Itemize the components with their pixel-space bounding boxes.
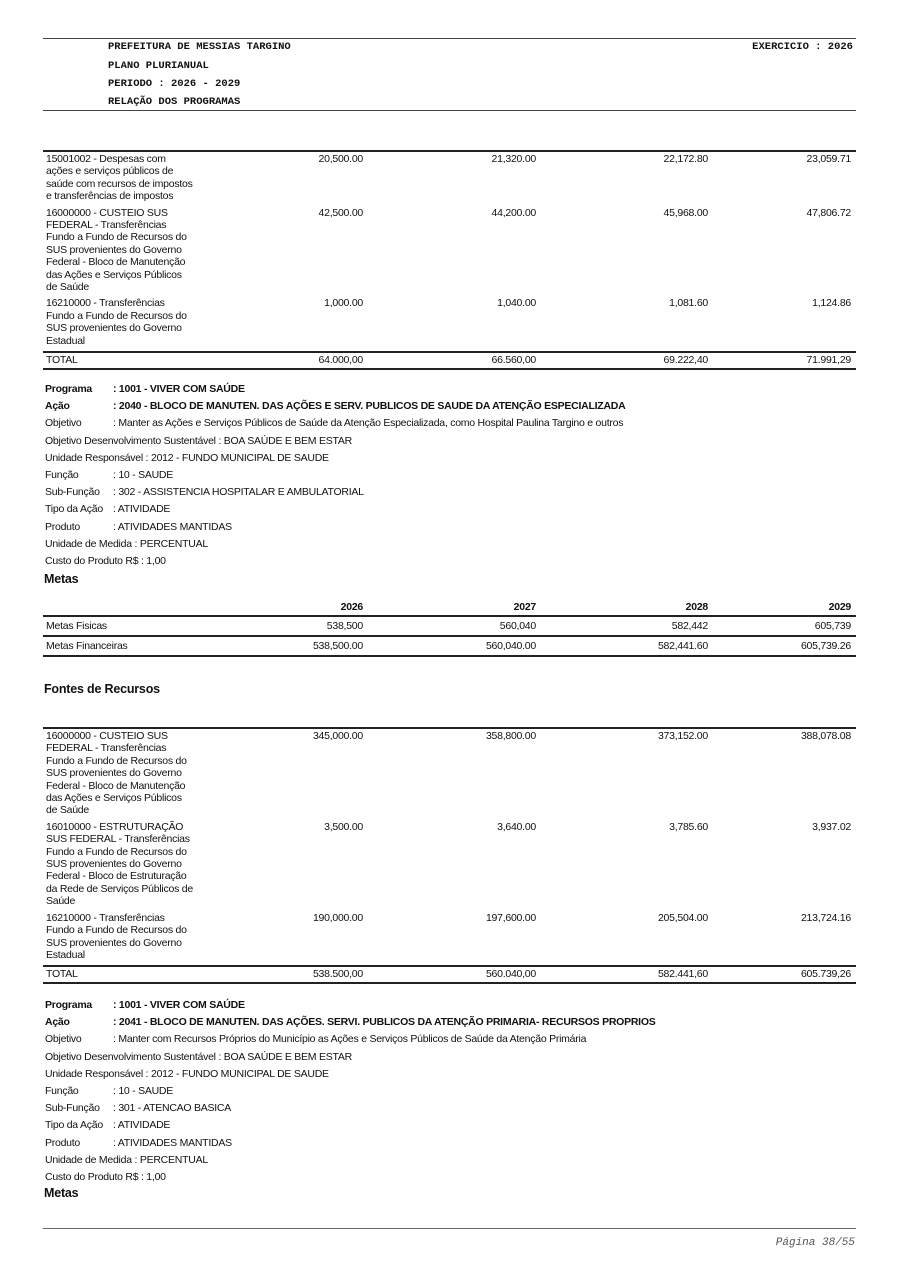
table-row: [43, 153, 856, 203]
objetivo-label: Objetivo: [45, 1033, 82, 1046]
custo-produto: Custo do Produto R$ : 1,00: [45, 554, 166, 567]
value-cell: 582,442: [671, 620, 708, 632]
fontes-heading: Fontes de Recursos: [44, 682, 160, 696]
total-label: TOTAL: [46, 968, 78, 981]
total-value: 69.222,40: [663, 354, 708, 367]
description-line: FEDERAL - Transferências: [46, 219, 167, 232]
row-label: Metas Fisicas: [46, 620, 107, 632]
unidade-medida: Unidade de Medida : PERCENTUAL: [45, 1153, 208, 1166]
acao-value: : 2040 - BLOCO DE MANUTEN. DAS AÇÕES E SERV. PUBLICOS DE SAUDE DA ATENÇÃO ESPECIALIZADA: [113, 400, 626, 413]
value-cell: 45,968.00: [663, 206, 708, 219]
acao-label: Ação: [45, 1016, 70, 1029]
value-cell: 582,441.60: [657, 640, 708, 652]
value-cell: 21,320.00: [491, 153, 536, 165]
produto-label: Produto: [45, 520, 81, 533]
year-header: 2026: [340, 601, 363, 613]
metas-row-fisicas: [43, 615, 856, 635]
value-cell: 42,500.00: [318, 206, 363, 219]
value-cell: 1,040.00: [497, 297, 536, 310]
funcao-value: : 10 - SAUDE: [113, 468, 174, 481]
subfuncao-value: : 301 - ATENCAO BASICA: [113, 1102, 232, 1115]
metas-heading: Metas: [44, 572, 79, 586]
subfuncao-label: Sub-Função: [45, 1102, 100, 1115]
description-line: Federal - Bloco de Manutenção: [46, 779, 186, 792]
value-cell: 22,172.80: [663, 153, 708, 165]
header-bottom-rule: [43, 110, 856, 111]
description-line: SUS FEDERAL - Transferências: [46, 833, 190, 846]
source-description: [43, 153, 211, 203]
value-cell: 3,500.00: [324, 820, 363, 833]
total-label: TOTAL: [46, 354, 78, 367]
unidade-responsavel: Unidade Responsável : 2012 - FUNDO MUNICIPAL DE SAUDE: [45, 1067, 329, 1080]
description-line: Estadual: [46, 334, 85, 347]
fontes-table-2: [43, 730, 856, 984]
tipo-label: Tipo da Ação: [45, 503, 103, 516]
value-cell: 345,000.00: [312, 730, 363, 742]
description-line: Fundo a Fundo de Recursos do: [46, 231, 187, 244]
tipo-value: : ATIVIDADE: [113, 1119, 171, 1132]
metas-table: [43, 599, 856, 657]
acao-value: : 2041 - BLOCO DE MANUTEN. DAS AÇÕES. SERVI. PUBLICOS DA ATENÇÃO PRIMARIA- RECURSOS PROPRIOS: [113, 1016, 656, 1029]
report-title: RELAÇÃO DOS PROGRAMAS: [108, 96, 241, 108]
description-line: saúde com recursos de impostos: [46, 177, 193, 190]
table-row: [43, 730, 856, 817]
funcao-value: : 10 - SAUDE: [113, 1084, 174, 1097]
description-line: de Saúde: [46, 804, 89, 817]
value-cell: 560,040.00: [485, 640, 536, 652]
value-cell: 373,152.00: [657, 730, 708, 742]
value-cell: 20,500.00: [318, 153, 363, 165]
source-description: [43, 730, 211, 817]
objetivo-value: : Manter as Ações e Serviços Públicos de Saúde da Atenção Especializada, como Hospital Paulina Targino e outros: [113, 417, 624, 430]
programa-label: Programa: [45, 999, 93, 1011]
value-cell: 197,600.00: [485, 911, 536, 924]
objetivo-label: Objetivo: [45, 417, 82, 430]
ods: Objetivo Desenvolvimento Sustentável : BOA SAÚDE E BEM ESTAR: [45, 1050, 352, 1063]
value-cell: 538,500.00: [312, 640, 363, 652]
year-header: 2028: [685, 601, 708, 613]
value-cell: 358,800.00: [485, 730, 536, 742]
source-description: [43, 207, 211, 294]
description-line: 16010000 - ESTRUTURAÇÃO: [46, 820, 184, 833]
header-top-rule: [43, 38, 856, 39]
metas-heading: Metas: [44, 1186, 79, 1200]
plan-title: PLANO PLURIANUAL: [108, 60, 209, 72]
total-row: [43, 351, 856, 370]
period: PERIODO : 2026 - 2029: [108, 78, 241, 90]
produto-label: Produto: [45, 1136, 81, 1149]
total-value: 605.739,26: [800, 968, 851, 981]
table-row: [43, 821, 856, 908]
description-line: Fundo a Fundo de Recursos do: [46, 754, 187, 767]
table-top-rule: [43, 150, 856, 152]
description-line: ações e serviços públicos de: [46, 165, 174, 178]
fontes-table-1: [43, 153, 856, 370]
description-line: 15001002 - Despesas com: [46, 153, 166, 165]
acao-label: Ação: [45, 400, 70, 413]
total-row: [43, 965, 856, 984]
year-header: 2027: [513, 601, 536, 613]
objetivo-value: : Manter com Recursos Próprios do Município as Ações e Serviços Públicos de Saúde da Atenção Primária: [113, 1033, 587, 1046]
programa-value: : 1001 - VIVER COM SAÚDE: [113, 999, 245, 1011]
description-line: e transferências de impostos: [46, 190, 174, 203]
description-line: das Ações e Serviços Públicos: [46, 792, 182, 805]
acao-2040-details: [43, 381, 625, 570]
total-value: 64.000,00: [318, 354, 363, 367]
value-cell: 3,640.00: [497, 820, 536, 833]
value-cell: 213,724.16: [800, 911, 851, 924]
description-line: de Saúde: [46, 281, 89, 294]
funcao-label: Função: [45, 1084, 79, 1097]
value-cell: 205,504.00: [657, 911, 708, 924]
description-line: Federal - Bloco de Manutenção: [46, 256, 186, 269]
footer-rule: [43, 1228, 856, 1229]
ods: Objetivo Desenvolvimento Sustentável : BOA SAÚDE E BEM ESTAR: [45, 434, 352, 447]
description-line: Saúde: [46, 895, 76, 908]
description-line: 16000000 - CUSTEIO SUS: [46, 206, 168, 219]
funcao-label: Função: [45, 468, 79, 481]
value-cell: 47,806.72: [806, 206, 851, 219]
value-cell: 538,500: [326, 620, 363, 632]
table-row: [43, 297, 856, 347]
description-line: FEDERAL - Transferências: [46, 742, 167, 755]
total-value: 560.040,00: [485, 968, 536, 981]
page-number: Página 38/55: [775, 1237, 855, 1249]
value-cell: 388,078.08: [800, 730, 851, 742]
description-line: Fundo a Fundo de Recursos do: [46, 924, 187, 937]
programa-label: Programa: [45, 383, 93, 395]
description-line: SUS provenientes do Governo: [46, 858, 182, 871]
exercise-year: EXERCICIO : 2026: [752, 41, 853, 53]
subfuncao-value: : 302 - ASSISTENCIA HOSPITALAR E AMBULATORIAL: [113, 486, 364, 499]
value-cell: 1,000.00: [324, 297, 363, 310]
description-line: Estadual: [46, 948, 85, 961]
description-line: Federal - Bloco de Estruturação: [46, 870, 187, 883]
acao-2041-details: [43, 997, 656, 1186]
value-cell: 605,739: [814, 620, 851, 632]
org-name: PREFEITURA DE MESSIAS TARGINO: [108, 41, 291, 53]
description-line: SUS provenientes do Governo: [46, 767, 182, 780]
value-cell: 23,059.71: [806, 153, 851, 165]
total-value: 66.560,00: [491, 354, 536, 367]
unidade-medida: Unidade de Medida : PERCENTUAL: [45, 537, 208, 550]
tipo-label: Tipo da Ação: [45, 1119, 103, 1132]
metas-header-row: [43, 599, 856, 615]
source-description: [43, 821, 211, 908]
value-cell: 3,937.02: [812, 820, 851, 833]
source-description: [43, 912, 211, 962]
value-cell: 190,000.00: [312, 911, 363, 924]
source-description: [43, 297, 211, 347]
description-line: das Ações e Serviços Públicos: [46, 268, 182, 281]
total-value: 71.991,29: [806, 354, 851, 367]
description-line: da Rede de Serviços Públicos de: [46, 882, 193, 895]
value-cell: 605,739.26: [800, 640, 851, 652]
total-value: 538.500,00: [312, 968, 363, 981]
tipo-value: : ATIVIDADE: [113, 503, 171, 516]
description-line: SUS provenientes do Governo: [46, 322, 182, 335]
subfuncao-label: Sub-Função: [45, 486, 100, 499]
description-line: SUS provenientes do Governo: [46, 243, 182, 256]
description-line: Fundo a Fundo de Recursos do: [46, 309, 187, 322]
value-cell: 44,200.00: [491, 206, 536, 219]
description-line: Fundo a Fundo de Recursos do: [46, 845, 187, 858]
value-cell: 1,081.60: [669, 297, 708, 310]
metas-row-financeiras: [43, 635, 856, 657]
programa-value: : 1001 - VIVER COM SAÚDE: [113, 383, 245, 395]
description-line: 16000000 - CUSTEIO SUS: [46, 730, 168, 742]
description-line: SUS provenientes do Governo: [46, 936, 182, 949]
table-row: [43, 912, 856, 962]
value-cell: 3,785.60: [669, 820, 708, 833]
produto-value: : ATIVIDADES MANTIDAS: [113, 520, 232, 533]
table-top-rule: [43, 727, 856, 729]
value-cell: 1,124.86: [812, 297, 851, 310]
table-row: [43, 207, 856, 294]
description-line: 16210000 - Transferências: [46, 911, 165, 924]
value-cell: 560,040: [499, 620, 536, 632]
total-value: 582.441,60: [657, 968, 708, 981]
unidade-responsavel: Unidade Responsável : 2012 - FUNDO MUNICIPAL DE SAUDE: [45, 451, 329, 464]
row-label: Metas Financeiras: [46, 640, 128, 652]
description-line: 16210000 - Transferências: [46, 297, 165, 310]
produto-value: : ATIVIDADES MANTIDAS: [113, 1136, 232, 1149]
year-header: 2029: [828, 601, 851, 613]
custo-produto: Custo do Produto R$ : 1,00: [45, 1170, 166, 1183]
